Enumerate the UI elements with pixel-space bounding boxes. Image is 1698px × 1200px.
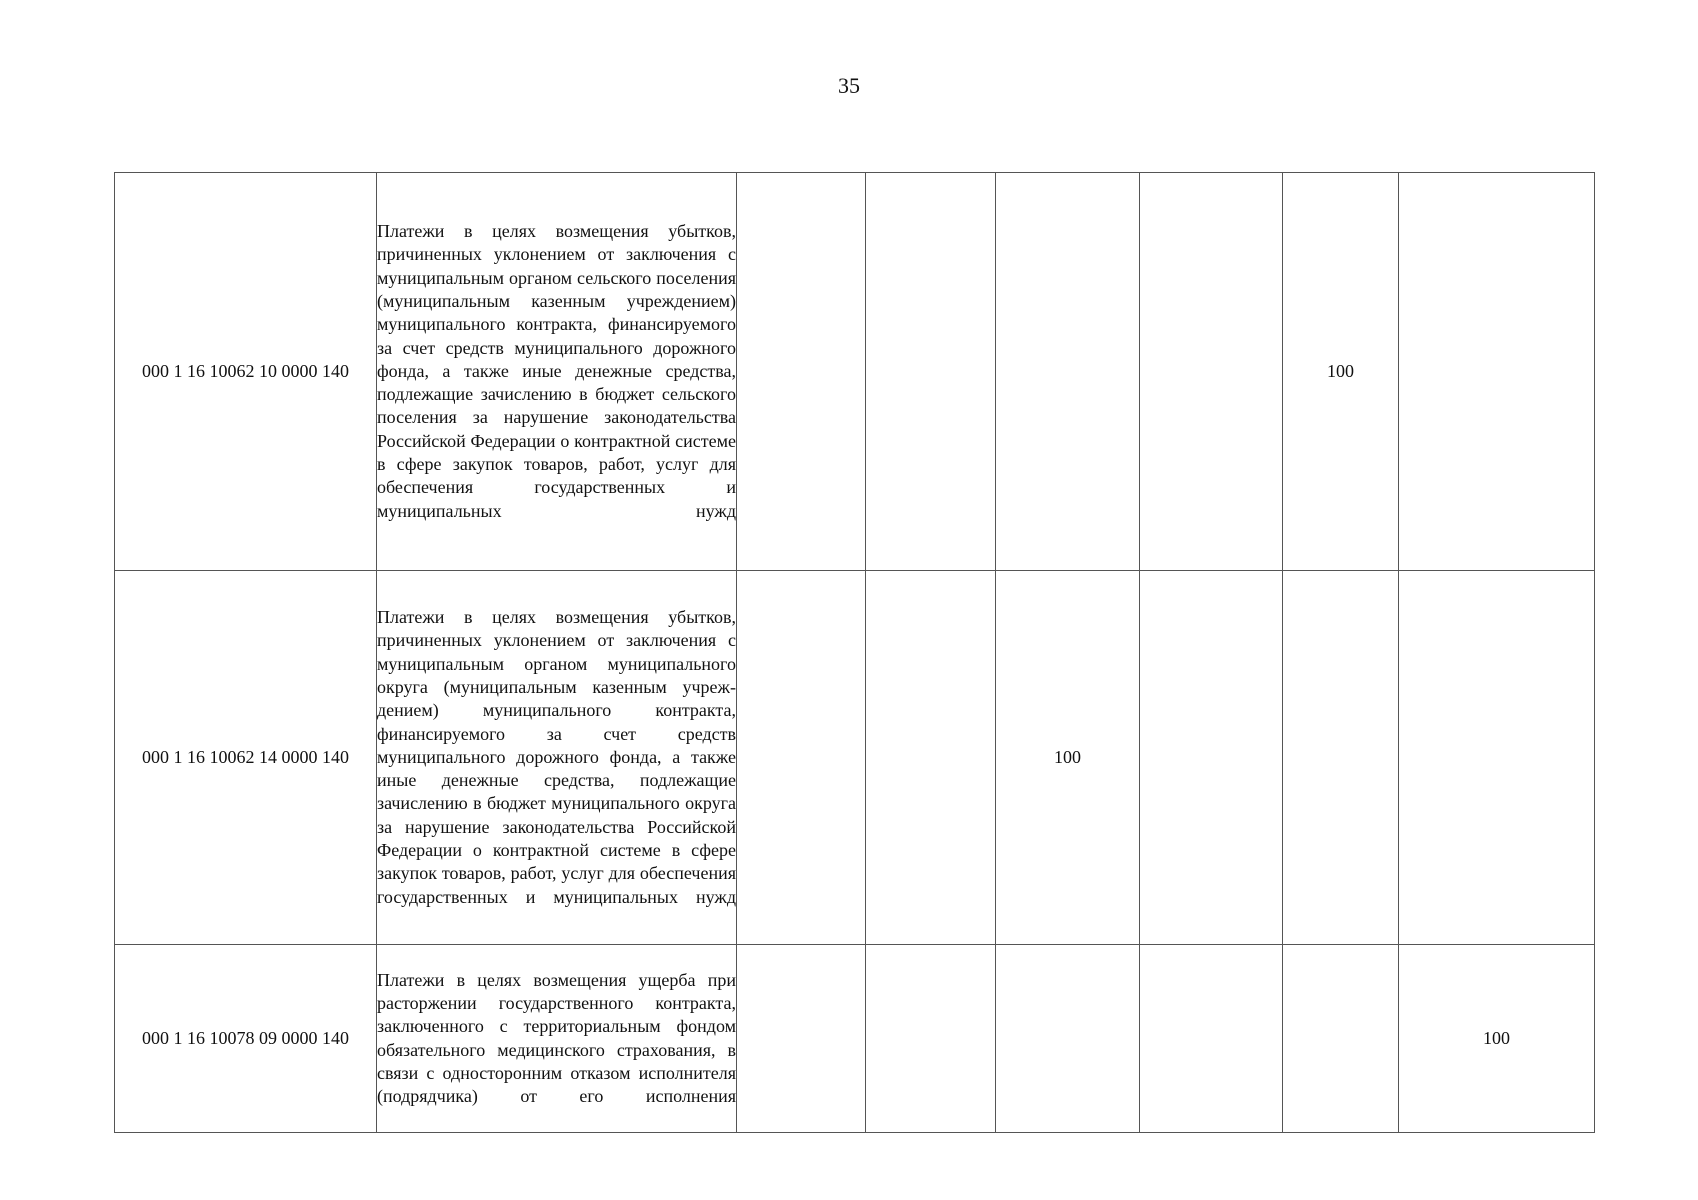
table-row (115, 173, 1595, 571)
value-cell (996, 173, 1140, 571)
description-text: Платежи в целях возмещения убытков, причиненных уклонением от заключения с муниципальным органом сельского поселения (муниципальным казенным учреждением) муниципального контракта, финансируемого за счет средств муниципального дорожного фонда, а также иные денежные средства, подлежащие зачислению в бюджет сельского поселения за нарушение законодательства Российской Федерации о контрактной системе в сфере закупок товаров, работ, услуг для обеспечения государственных и муниципальных нужд (377, 221, 736, 521)
value-cell (1283, 571, 1399, 945)
value-cell (1140, 571, 1283, 945)
table-row (115, 571, 1595, 945)
value-cell: 100 (996, 571, 1140, 945)
value-cell: 100 (1283, 173, 1399, 571)
kbk-code-cell: 000 1 16 10062 10 0000 140 (115, 173, 377, 571)
description-cell (377, 945, 737, 1133)
value-cell (996, 945, 1140, 1133)
description-cell (377, 571, 737, 945)
value-cell (737, 945, 866, 1133)
value-cell (866, 945, 996, 1133)
value-cell: 100 (1399, 945, 1595, 1133)
description-text: Платежи в целях возмещения ущерба при расторжении государственного контракта, заключенного с территориальным фондом обязательного медицинского страхования, в связи с односторонним отказом исполнителя (подрядчика) от его исполнения (377, 969, 736, 1107)
value-cell (866, 173, 996, 571)
description-cell (377, 173, 737, 571)
value-cell (737, 571, 866, 945)
kbk-code-cell: 000 1 16 10078 09 0000 140 (115, 945, 377, 1133)
value-cell (1140, 945, 1283, 1133)
page-number: 35 (838, 73, 860, 98)
kbk-code-cell: 000 1 16 10062 14 0000 140 (115, 571, 377, 945)
revenue-table (114, 172, 1595, 1133)
value-cell (1399, 571, 1595, 945)
table-row (115, 945, 1595, 1133)
value-cell (866, 571, 996, 945)
value-cell (1283, 945, 1399, 1133)
value-cell (1399, 173, 1595, 571)
value-cell (737, 173, 866, 571)
description-text: Платежи в целях возмещения убытков, причиненных уклонением от заключения с муниципальным органом муниципального округа (муниципальным казенным учреждением) муниципального контракта, финансируемого за счет средств муниципального дорожного фонда, а также иные денежные средства, подлежащие зачислению в бюджет муниципального округа за нарушение законодательства Российской Федерации о контрактной системе в сфере закупок товаров, работ, услуг для обеспечения государственных и муниципальных нужд (377, 607, 736, 907)
value-cell (1140, 173, 1283, 571)
